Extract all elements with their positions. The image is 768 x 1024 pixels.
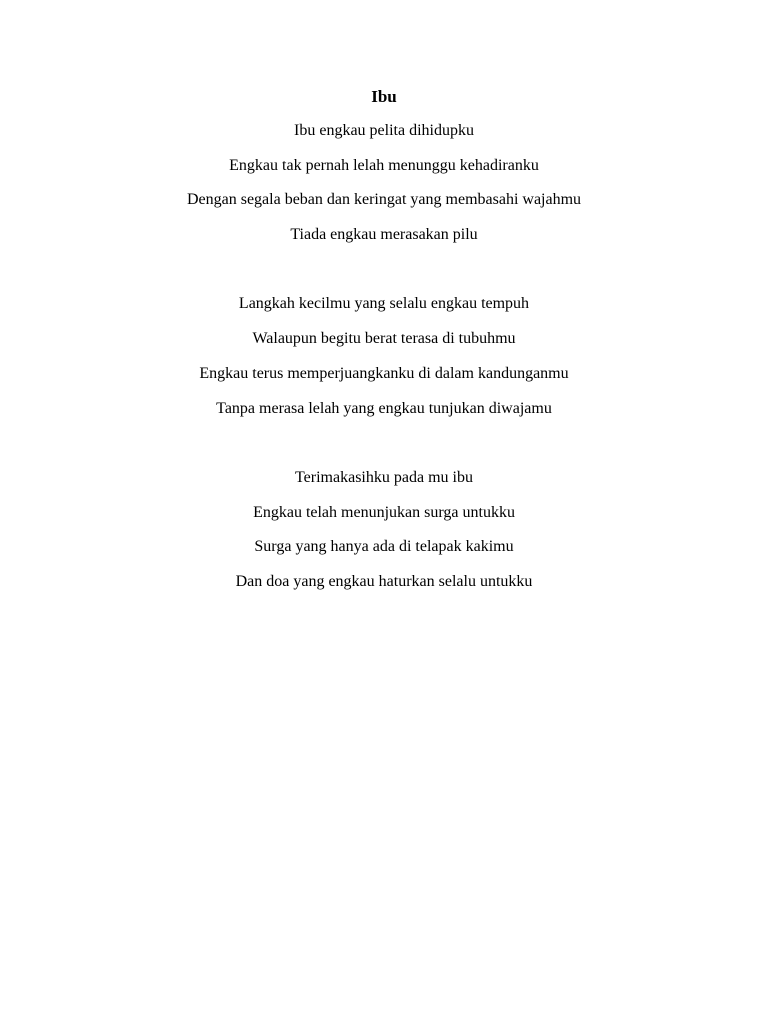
poem-title: Ibu: [371, 87, 397, 106]
poem-line: Engkau terus memperjuangkanku di dalam kandunganmu: [199, 365, 569, 382]
poem-line: Walaupun begitu berat terasa di tubuhmu: [252, 330, 516, 347]
poem-line: Langkah kecilmu yang selalu engkau tempuh: [238, 295, 530, 312]
poem-line: Dengan segala beban dan keringat yang membasahi wajahmu: [186, 191, 582, 208]
poem-line: Ibu engkau pelita dihidupku: [294, 122, 474, 139]
poem-line: Terimakasihku pada mu ibu: [295, 469, 473, 486]
poem-line: Engkau tak pernah lelah menunggu kehadiranku: [229, 157, 539, 174]
poem-line: Tanpa merasa lelah yang engkau tunjukan diwajamu: [216, 400, 552, 417]
poem-line: Engkau telah menunjukan surga untukku: [253, 504, 515, 521]
poem-line: Surga yang hanya ada di telapak kakimu: [254, 538, 514, 555]
poem-line: Tiada engkau merasakan pilu: [290, 226, 478, 243]
poem-line: Dan doa yang engkau haturkan selalu untukku: [235, 573, 533, 590]
